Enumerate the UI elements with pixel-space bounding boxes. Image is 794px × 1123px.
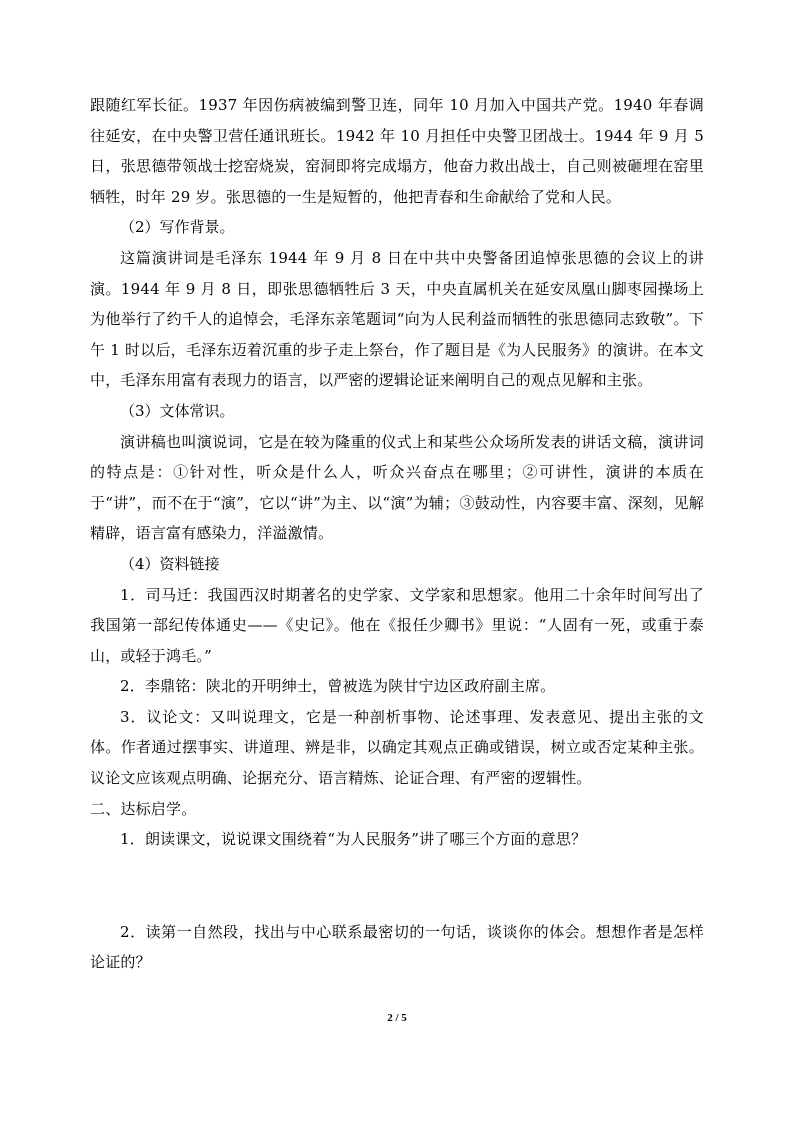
- paragraph-biography-end: 跟随红军长征。1937 年因伤病被编到警卫连，同年 10 月加入中国共产党。1940 年春调往延安，在中央警卫营任通讯班长。1942 年 10 月担任中央警卫团战士。1944 年 9 月 5 日，张思德带领战士挖窑烧炭，窑洞即将完成塌方，他奋力救出战士，自己则被砸埋在窑里牺牲，时年 29 岁。张思德的一生是短暂的，他把青春和生命献给了党和人民。: [90, 96, 704, 206]
- question-2: 2．读第一自然段，找出与中心联系最密切的一句话，谈谈你的体会。想想作者是怎样论证的？: [90, 922, 704, 972]
- question-1: 1．朗读课文，说说课文围绕着“为人民服务”讲了哪三个方面的意思？: [120, 830, 587, 849]
- paragraph-argumentative-essay: 3．议论文：又叫说理文，它是一种剖析事物、论述事理、发表意见、提出主张的文体。作者通过摆事实、讲道理、辨是非，以确定其观点正确或错误，树立或否定某种主张。议论文应该观点明确、论据充分、语言精炼、论证合理、有严密的逻辑性。: [90, 707, 704, 788]
- heading-genre-knowledge: （3）文体常识。: [120, 401, 235, 420]
- heading-reference-links: （4）资料链接: [120, 554, 220, 573]
- paragraph-sima-qian: 1．司马迁：我国西汉时期著名的史学家、文学家和思想家。他用二十余年时间写出了我国第一部纪传体通史——《史记》。他在《报任少卿书》里说：“人固有一死，或重于泰山，或轻于鸿毛。”: [90, 585, 704, 665]
- heading-writing-background: （2）写作背景。: [120, 218, 235, 237]
- paragraph-li-dingming: 2．李鼎铭：陕北的开明绅士，曾被选为陕甘宁边区政府副主席。: [120, 677, 556, 696]
- section-title-practice: 二、达标启学。: [90, 799, 197, 818]
- page-number: 2 / 5: [387, 1012, 407, 1024]
- paragraph-writing-background: 这篇演讲词是毛泽东 1944 年 9 月 8 日在中共中央警备团追悼张思德的会议上的讲演。1944 年 9 月 8 日，即张思德牺牲后 3 天，中央直属机关在延安凤凰山脚枣园操场上为他举行了约千人的追悼会，毛泽东亲笔题词“向为人民利益而牺牲的张思德同志致敬”。下午 1 时以后，毛泽东迈着沉重的步子走上祭台，作了题目是《为人民服务》的演讲。在本文中，毛泽东用富有表现力的语言，以严密的逻辑论证来阐明自己的观点见解和主张。: [90, 248, 704, 390]
- document-page: [90, 90, 704, 978]
- paragraph-genre-knowledge: 演讲稿也叫演说词，它是在较为隆重的仪式上和某些公众场所发表的讲话文稿，演讲词的特点是：①针对性，听众是什么人，听众兴奋点在哪里；②可讲性，演讲的本质在于“讲”，而不在于“演”，它以“讲”为主、以“演”为辅；③鼓动性，内容要丰富、深刻，见解精辟，语言富有感染力，洋溢激情。: [90, 432, 704, 543]
- answer-space-1: [90, 855, 704, 917]
